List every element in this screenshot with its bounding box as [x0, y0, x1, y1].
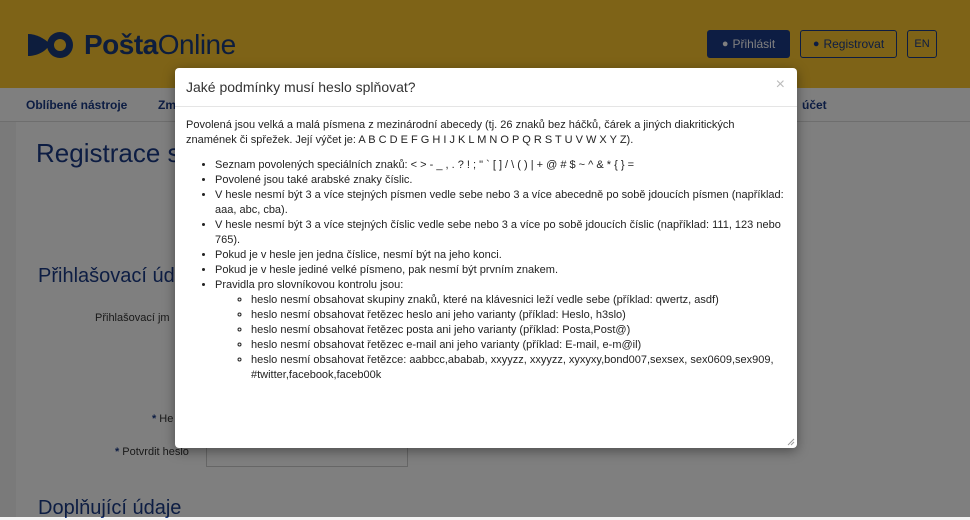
list-item: • Povolené jsou také arabské znaky číslic. — [215, 173, 786, 188]
close-icon[interactable]: × — [775, 76, 785, 93]
list-item: • V hesle nesmí být 3 a více stejných číslic vedle sebe nebo 3 a více po sobě jdoucích číslic (například: 111, 123 nebo 765). — [215, 218, 786, 248]
modal-header — [175, 68, 797, 107]
list-item — [215, 278, 786, 383]
modal-body — [175, 107, 797, 383]
list-item: • V hesle nesmí být 3 a více stejných písmen vedle sebe nebo 3 a více abecedně po sobě jdoucích písmen (například: aaa, abc, cba). — [215, 188, 786, 218]
list-item: ◦ heslo nesmí obsahovat řetězec heslo ani jeho varianty (příklad: Heslo, h3slo) — [251, 308, 786, 323]
dictionary-rules-heading: Pravidla pro slovníkovou kontrolu jsou: — [215, 279, 404, 291]
list-item: • Pokud je v hesle jen jedna číslice, nesmí být na jeho konci. — [215, 248, 786, 263]
dictionary-rules-list — [215, 293, 786, 383]
list-item: ◦ heslo nesmí obsahovat řetězec posta ani jeho varianty (příklad: Posta,Post@) — [251, 323, 786, 338]
list-item: • Seznam povolených speciálních znaků: < > - _ , . ? ! ; " ` [ ] / \ ( ) | + @ # $ ~ ^ & * { } = — [215, 158, 786, 173]
list-item: • Pokud je v hesle jediné velké písmeno, pak nesmí být prvním znakem. — [215, 263, 786, 278]
list-item: ◦ heslo nesmí obsahovat řetězec e-mail ani jeho varianty (příklad: E-mail, e-m@il) — [251, 338, 786, 353]
password-rules-modal — [175, 68, 797, 448]
list-item: ◦ heslo nesmí obsahovat skupiny znaků, které na klávesnici leží vedle sebe (příklad: qwertz, asdf) — [251, 293, 786, 308]
rules-intro: Povolená jsou velká a malá písmena z mezinárodní abecedy (tj. 26 znaků bez háčků, čárek a jiných diakritických znamének či spřežek. Její výčet je: A B C D E F G H I J K L M N O P Q R S T U V W X Y Z). — [186, 119, 735, 146]
resize-handle-icon[interactable] — [787, 438, 795, 446]
list-item: ◦ heslo nesmí obsahovat řetězce: aabbcc,ababab, xxyyzz, xxyyzz, xyxyxy,bond007,sexsex, sex0609,sex909, #twitter,facebook,faceb00k — [251, 353, 786, 383]
modal-title: Jaké podmínky musí heslo splňovat? — [186, 79, 416, 95]
rules-list — [186, 158, 786, 383]
